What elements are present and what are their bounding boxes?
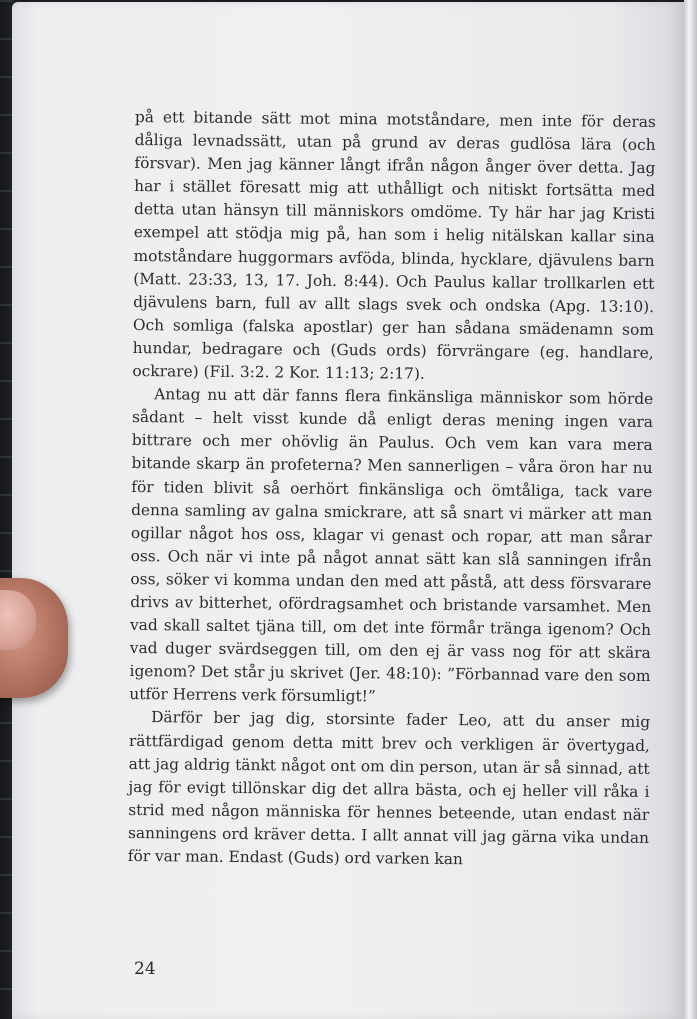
page-number: 24 (134, 959, 156, 979)
holding-thumb (0, 578, 68, 698)
body-text (128, 106, 656, 873)
paragraph-2: Antag nu att där fanns flera finkänsliga människor som hörde sådant – helt visst kunde då enligt deras mening ingen vara bittrare och mer ohövlig än Paulus. Och vem kan vara mera bitande skarp än profeterna? Men sannerligen – våra öron har nu för tiden blivit så oerhört finkänsliga och ömtåliga, tack vare denna samling av galna smickrare, att så snart vi märker att man ogillar något hos oss, klagar vi genast och ropar, att man sårar oss. Och när vi inte på något annat sätt kan slå sanningen ifrån oss, söker vi komma undan den med att påstå, att dess försvarare drivs av bitterhet, ofördragsamhet och bristande varsamhet. Men vad skall saltet tjäna till, om det inte förmår tränga igenom? Och vad duger svärdseggen till, om den ej är vass nog för att skära igenom? Det står ju skrivet (Jer. 48:10): ”Förbannad vare den som utför Herrens verk försumligt!” (129, 385, 654, 706)
paragraph-3: Därför ber jag dig, storsinte fader Leo, att du anser mig rättfärdigad genom detta mitt brev och verkligen är övertygad, att jag aldrig tänkt något ont om din person, utan är så sinnad, att jag för evigt tillönskar dig det allra bästa, och ej heller vill råka i strid med någon människa för hennes beteende, utan endast när sanningens ord kräver detta. I allt annat vill jag gärna vika undan för var man. Endast (Guds) ord varken kan (127, 708, 651, 869)
book-spine (0, 0, 12, 1019)
thumbnail-nail (0, 590, 36, 650)
page-edge (684, 0, 697, 1019)
paragraph-1: på ett bitande sätt mot mina motståndare, men inte för deras dåliga levnadssätt, utan på grund av deras gudlösa lära (och försvar). Men jag känner långt ifrån någon ånger över detta. Jag har i stället föresatt mig att uthålligt och nitiskt fortsätta med detta utan hänsyn till människors omdöme. Ty här har jag Kristi exempel att stödja mig på, han som i helig nitälskan kallar sina motståndare huggormars avföda, blinda, hycklare, djävulens barn (Matt. 23:33, 13, 17. Joh. 8:44). Och Paulus kallar trollkarlen ett djävulens barn, full av allt slags svek och ondska (Apg. 13:10). Och somliga (falska apostlar) ger han sådana smädenamn som hundar, bedragare och (Guds ords) förvrängare (eg. handlare, ockrare) (Fil. 3:2. 2 Kor. 11:13; 2:17). (132, 107, 656, 383)
book-page (12, 2, 684, 1019)
